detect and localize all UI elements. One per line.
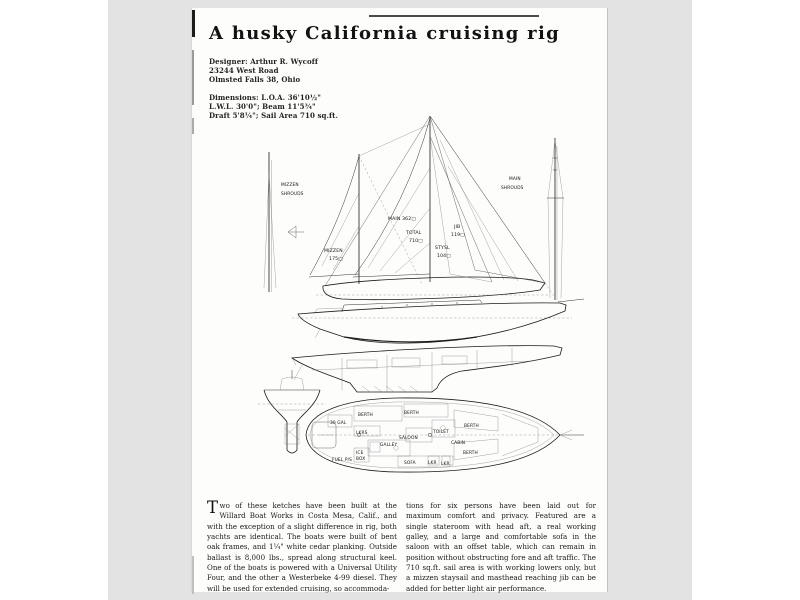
sail-plan <box>264 116 564 300</box>
mizzen-shrouds-label-line1: MIZZEN <box>281 183 299 188</box>
staysail-label: STYSL <box>435 246 450 251</box>
designer-street: 23244 West Road <box>209 66 279 76</box>
dimensions-lwl-beam: L.W.L. 30'0"; Beam 11'5¾" <box>209 102 316 112</box>
main-shrouds-label-line1: MAIN <box>509 177 521 182</box>
label-box: BOX <box>356 457 366 462</box>
article-right-column <box>406 501 596 594</box>
label-berth-mid: BERTH <box>404 411 419 416</box>
triatic-stay <box>359 124 430 156</box>
rudder <box>315 329 320 338</box>
mizzen-boom <box>309 274 359 277</box>
main-boom <box>353 274 430 277</box>
inboard-profile <box>292 346 562 392</box>
label-lkr2: LKR <box>441 462 450 467</box>
ketch-rig <box>309 116 554 300</box>
article-body <box>207 498 597 594</box>
label-fuel: FUEL P/S <box>332 458 353 463</box>
designer-name: Designer: Arthur R. Wycoff <box>209 57 318 66</box>
mizzen-sail-label: MIZZEN <box>324 249 343 254</box>
label-berth-fwd-stbd: BERTH <box>464 424 479 429</box>
sailplan-hull <box>323 277 545 299</box>
dimensions-draft-sail: Draft 5'8¼"; Sail Area 710 sq.ft. <box>209 111 339 121</box>
main-leech <box>355 118 430 275</box>
label-sofa: SOFA <box>404 461 416 466</box>
bowsprit <box>558 299 584 302</box>
label-lkr1: LKR <box>428 461 437 466</box>
main-shrouds-label-line2: SHROUDS <box>501 186 524 191</box>
staysail-area: 104□ <box>437 254 451 259</box>
article-left-column <box>207 498 397 594</box>
label-saloon: SALOON <box>399 436 418 441</box>
main-sail-label: MAIN 362□ <box>388 217 416 222</box>
label-lkrs: LKRS <box>356 431 368 436</box>
label-ice: ICE <box>356 451 364 456</box>
main-shrouds-detail <box>547 138 564 300</box>
mizzen-sail-area: 175□ <box>329 257 343 262</box>
dimensions-loa: Dimensions: L.O.A. 36'10½" <box>209 93 321 102</box>
label-30gal: 30 GAL <box>330 421 347 426</box>
label-berth-aft: BERTH <box>358 413 373 418</box>
article-left-text: wo of these ketches have been built at the Willard Boat Works in Costa Mesa, Calif., and with the exception of a slight difference in rig, both yachts are identical. The boats were built of bent oak frames, and 1¼" white cedar planking. Outside ballast is 8,000 lbs., spread along structural keel. One of the boats is powered with a Universal Utility Four, and the other a Westerbeke 4-99 diesel. They will be used for extended cruising, so accommoda- <box>207 501 397 593</box>
total-area-value: 710□ <box>409 239 423 244</box>
mizzen-shrouds-detail <box>264 152 304 292</box>
outboard-profile <box>292 299 584 343</box>
magazine-page <box>191 8 608 592</box>
label-galley: GALLEY <box>380 443 398 448</box>
page-title: A husky California cruising rig <box>209 23 560 44</box>
inner-forestay <box>430 136 492 282</box>
label-cabin: CABIN <box>451 441 466 446</box>
label-berth-fwd-port: BERTH <box>463 451 478 456</box>
reaching-jib-dashed <box>430 116 554 296</box>
total-area-label: TOTAL <box>406 231 422 236</box>
article-right-text: tions for six persons have been laid out for maximum comfort and privacy. Featured are a single stateroom with head aft, a real working galley, and a large and comfortable sofa in the saloon with an offset table, which can remain in position without obstructing fore and aft traffic. The 710 sq.ft. sail area is with working lowers only, but a mizzen staysail and masthead reaching jib can be added for better light air performance. <box>406 501 596 593</box>
designer-city: Olmsted Falls 38, Ohio <box>209 75 301 85</box>
jib-area: 119□ <box>451 233 465 238</box>
jib-label: JIB <box>454 225 461 230</box>
drop-cap: T <box>207 498 219 517</box>
mizzen-shrouds-label-line2: SHROUDS <box>281 192 304 197</box>
label-toilet: TOILET <box>433 430 449 435</box>
